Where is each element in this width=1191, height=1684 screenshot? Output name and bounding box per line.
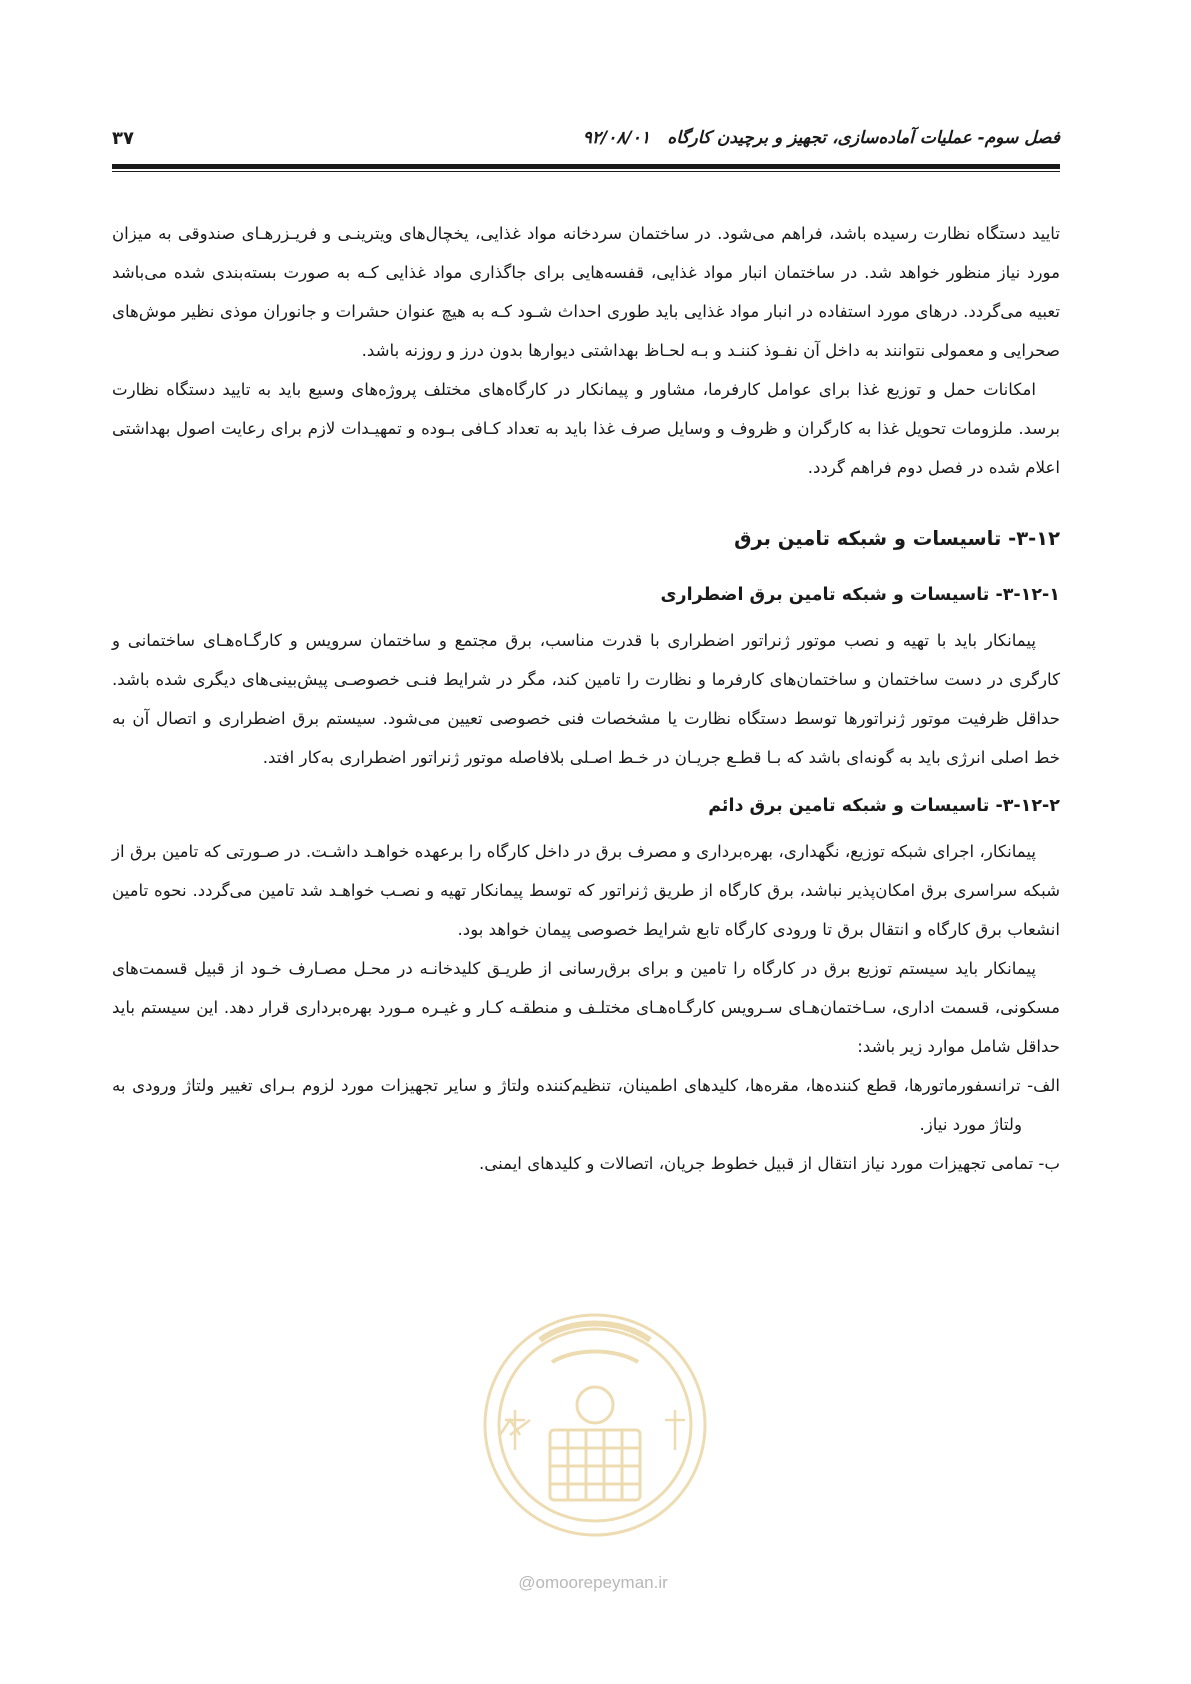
page-number: ۳۷ [112, 128, 134, 149]
subsection-heading-permanent-power: ۳-۱۲-۲- تاسیسات و شبکه تامین برق دائم [708, 796, 1060, 816]
header-date: ۹۲/۰۸/۰۱ [582, 128, 650, 148]
header-rule-thin [112, 171, 1060, 172]
watermark-url [468, 1573, 718, 1593]
at-sign-icon: @ [518, 1573, 536, 1592]
paragraph-distribution-system: پیمانکار باید سیستم توزیع برق در کارگاه را تامین و برای برق‌رسانی از طریـق کلیدخانـه در محـل مصـارف خـود از قبیل قسمت‌های مسکونی، قسمت اداری، سـاختمان‌هـای سـرویس کارگـاه‌هـای مختلـف و منطقـه کـار و غیـره مـورد بهره‌برداری قرار دهد. این سیستم باید حداقل شامل موارد زیر باشد: [112, 959, 1060, 1056]
chapter-title: فصل سوم- عملیات آماده‌سازی، تجهیز و برچیدن کارگاه [667, 128, 1060, 148]
subsection-heading-emergency-power: ۳-۱۲-۱- تاسیسات و شبکه تامین برق اضطراری [660, 585, 1060, 605]
paragraph-emergency-generator: پیمانکار باید با تهیه و نصب موتور ژنراتور اضطراری با قدرت مناسب، برق مجتمع و ساختمان سرویس و کارگـاه‌هـای ساختمانی و کارگری در دست ساختمان و ساختمان‌های کارفرما و نظارت را تامین کند، مگر در شرایط فنـی خصوصـی پیش‌بینی‌های دیگری شده باشد. حداقل ظرفیت موتور ژنراتورها توسط دستگاه نظارت یا مشخصات فنی خصوصی تعیین می‌شود. سیستم برق اضطراری و اتصال آن به خط اصلی انرژی باید به گونه‌ای باشد که بـا قطـع جریـان در خـط اصـلی بلافاصله موتور ژنراتور اضطراری به‌کار افتد. [112, 631, 1060, 767]
section-heading-power-supply: ۳-۱۲- تاسیسات و شبکه تامین برق [734, 527, 1060, 550]
page-body [112, 214, 1060, 1183]
list-item-transformers: الف- ترانسفورماتورها، قطع کننده‌ها، مقره‌ها، کلیدهای اطمینان، تنظیم‌کننده ولتاژ و سایر تجهیزات مورد لزوم بـرای تغییر ولتاژ ورودی به ولتاژ مورد نیاز. [112, 1076, 1060, 1134]
paragraph-food-storage: تایید دستگاه نظارت رسیده باشد، فراهم می‌شود. در ساختمان سردخانه مواد غذایی، یخچال‌های ویترینـی و فریـزرهـای صندوقی به میزان مورد نیاز منظور خواهد شد. در ساختمان انبار مواد غذایی، قفسه‌هایی برای جاگذاری مواد غذایی کـه به صورت بسته‌بندی شده می‌باشد تعبیه می‌گردد. درهای مورد استفاده در انبار مواد غذایی باید طوری احداث شـود کـه به هیچ عنوان حشرات و جانوران موذی نظیر موش‌های صحرایی و معمولی نتوانند به داخل آن نفـوذ کننـد و بـه لحـاظ بهداشتی دیوارها بدون درز و روزنه باشد. [112, 224, 1060, 360]
paragraph-food-distribution: امکانات حمل و توزیع غذا برای عوامل کارفرما، مشاور و پیمانکار در کارگاه‌های مختلف پروژه‌های وسیع باید به تایید دستگاه نظارت برسد. ملزومات تحویل غذا به کارگران و ظروف و وسایل صرف غذا باید به تعداد کـافی بـوده و تمهیـدات لازم برای رعایت اصول بهداشتی اعلام شده در فصل دوم فراهم گردد. [112, 380, 1060, 477]
list-item-transmission-equipment: ب- تمامی تجهیزات مورد نیاز انتقال از قبیل خطوط جریان، اتصالات و کلیدهای ایمنی. [478, 1154, 1060, 1173]
watermark-seal-icon [470, 1300, 720, 1550]
page-header [112, 128, 1060, 158]
paragraph-distribution-network: پیمانکار، اجرای شبکه توزیع، نگهداری، بهره‌برداری و مصرف برق در داخل کارگاه را برعهده خواهـد داشـت. در صـورتی که تامین برق از شبکه سراسری برق امکان‌پذیر نباشد، برق کارگاه از طریق ژنراتور که توسط پیمانکار تهیه و نصـب خواهـد شد تامین می‌گردد. نحوه تامین انشعاب برق کارگاه و انتقال برق تا ورودی کارگاه تابع شرایط خصوصی پیمان خواهد بود. [112, 842, 1060, 939]
watermark-url-text: omoorepeyman.ir [535, 1573, 668, 1592]
header-rule-thick [112, 164, 1060, 169]
